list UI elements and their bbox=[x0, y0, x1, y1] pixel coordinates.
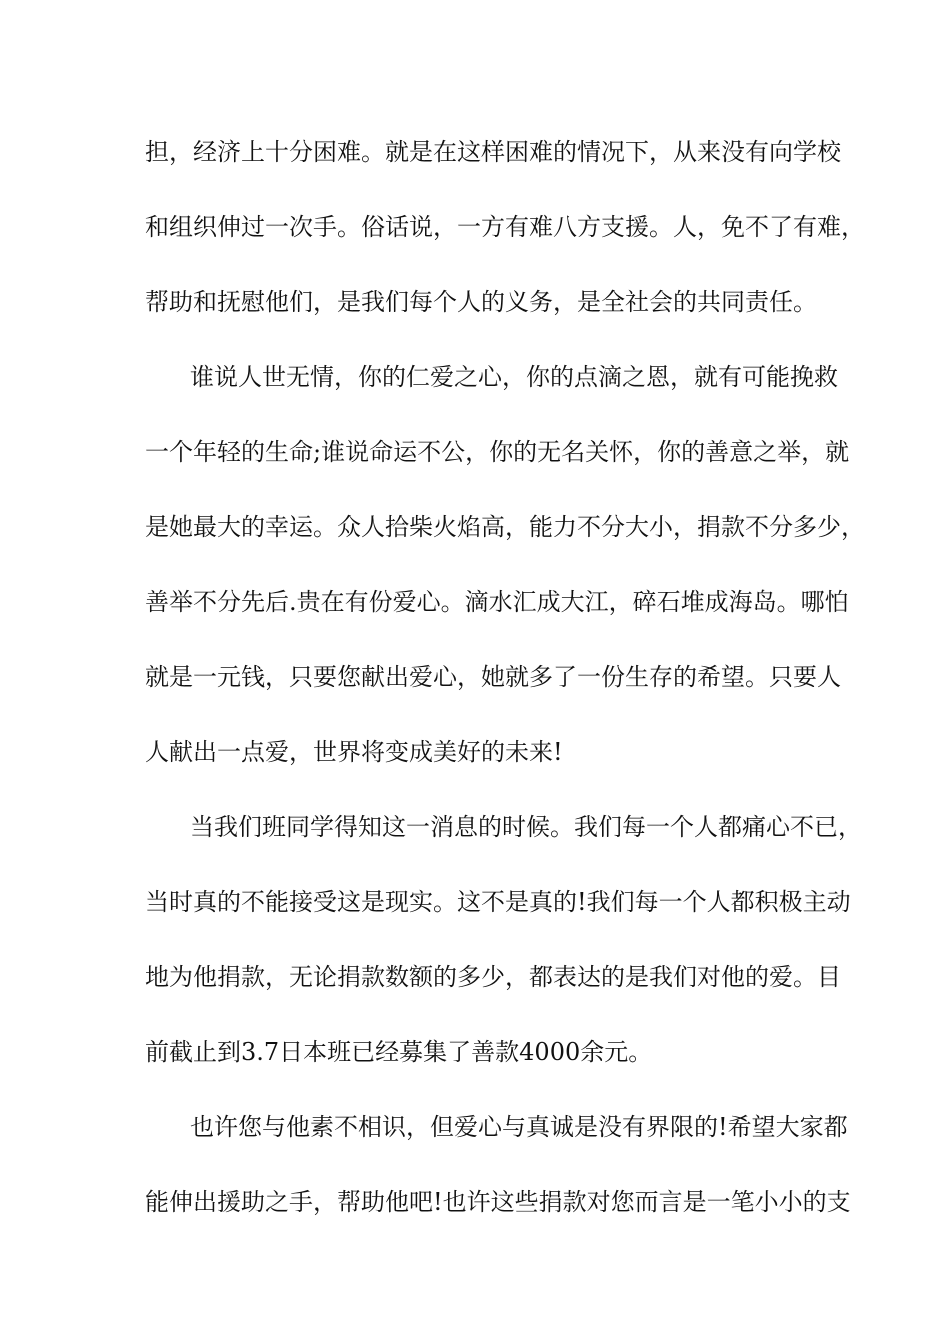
paragraph-first-line: 当我们班同学得知这一消息的时候。我们每一个人都痛心不已， bbox=[190, 813, 862, 841]
text-line: 能伸出援助之手，帮助他吧!也许这些捐款对您而言是一笔小小的支 bbox=[145, 1188, 851, 1216]
text-line: 担，经济上十分困难。就是在这样困难的情况下，从来没有向学校 bbox=[145, 138, 841, 166]
paragraph-first-line: 也许您与他素不相识，但爱心与真诚是没有界限的!希望大家都 bbox=[190, 1113, 848, 1141]
text-line: 善举不分先后.贵在有份爱心。滴水汇成大江，碎石堆成海岛。哪怕 bbox=[145, 588, 849, 616]
text-line: 地为他捐款，无论捐款数额的多少，都表达的是我们对他的爱。目 bbox=[145, 963, 841, 991]
text-line: 前截止到3.7日本班已经募集了善款4000余元。 bbox=[145, 1038, 653, 1066]
text-line: 一个年轻的生命;谁说命运不公，你的无名关怀，你的善意之举，就 bbox=[145, 438, 850, 466]
paragraph-first-line: 谁说人世无情，你的仁爱之心，你的点滴之恩，就有可能挽救 bbox=[190, 363, 838, 391]
text-line: 当时真的不能接受这是现实。这不是真的!我们每一个人都积极主动 bbox=[145, 888, 851, 916]
text-line: 是她最大的幸运。众人拾柴火焰高，能力不分大小，捐款不分多少， bbox=[145, 513, 865, 541]
text-line: 人献出一点爱，世界将变成美好的未来! bbox=[145, 738, 563, 766]
text-line: 帮助和抚慰他们，是我们每个人的义务，是全社会的共同责任。 bbox=[145, 288, 817, 316]
text-line: 就是一元钱，只要您献出爱心，她就多了一份生存的希望。只要人 bbox=[145, 663, 841, 691]
text-line: 和组织伸过一次手。俗话说，一方有难八方支援。人，免不了有难， bbox=[145, 213, 865, 241]
